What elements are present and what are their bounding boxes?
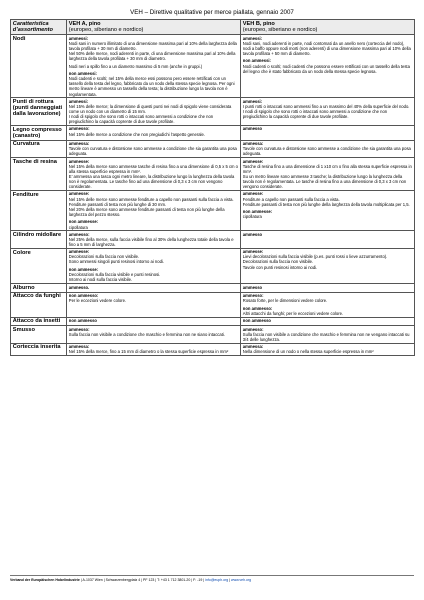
rule-label: non ammesso: bbox=[242, 305, 273, 311]
rule-text: cipollatura bbox=[242, 214, 262, 220]
rule-label: ammessa: bbox=[242, 141, 264, 147]
rule-label: ammessi: bbox=[242, 98, 263, 104]
rule-block bbox=[243, 327, 412, 342]
rule-label: non ammesso bbox=[68, 318, 97, 324]
footer-web-link[interactable]: www.veh.org bbox=[231, 578, 252, 582]
header-veh-b-title: VEH B, pino bbox=[242, 20, 275, 27]
veh-b-cell bbox=[241, 343, 415, 355]
veh-a-cell bbox=[67, 35, 241, 98]
veh-a-cell bbox=[67, 343, 241, 355]
rule-block bbox=[243, 159, 412, 190]
rule-label: ammesse: bbox=[242, 158, 264, 164]
rule-block bbox=[69, 344, 238, 354]
table-row bbox=[11, 35, 415, 98]
rule-label: ammesso bbox=[242, 126, 263, 132]
rule-label: non ammesse: bbox=[68, 267, 99, 273]
rule-label: non ammesso: bbox=[68, 293, 99, 299]
rule-block bbox=[243, 306, 412, 316]
veh-b-cell bbox=[241, 326, 415, 343]
rule-block bbox=[243, 126, 412, 131]
veh-a-cell bbox=[67, 231, 241, 248]
table-row bbox=[11, 326, 415, 343]
rule-label: ammessi: bbox=[68, 98, 89, 104]
table-header-row bbox=[11, 20, 415, 35]
feature-cell: Tasche di resina bbox=[11, 158, 67, 191]
feature-cell: Colore bbox=[11, 248, 67, 283]
feature-cell: Nodi bbox=[11, 35, 67, 98]
veh-a-cell bbox=[67, 283, 241, 292]
rule-block bbox=[69, 64, 238, 69]
rule-block bbox=[69, 191, 238, 216]
rule-block bbox=[69, 285, 238, 290]
rule-text: Nel 15% delle merce; la dimensione di questi punti nei nodi di spigolo viene considerata come un nodo con un diametro di 15 mm. I nodi di spigolo che sono rotti o intaccati sono ammessi a condizione che non pregiudichino la capacità coprente di due tavole profilate. bbox=[68, 103, 232, 125]
rule-block bbox=[69, 71, 238, 96]
footer-divider bbox=[10, 575, 414, 576]
rule-block bbox=[69, 232, 238, 247]
table-row bbox=[11, 158, 415, 191]
rule-text: Nel 15% della merce, fino a 15 mm di diametro o la stessa superficie espressa in mm² bbox=[68, 349, 229, 355]
veh-b-cell bbox=[241, 140, 415, 157]
rule-text: Nodi sani in numero illimitato di una dimensione massima pari al 10% della larghezza della tavola profilata + 30 mm di diametro. Nel 50% delle merce, nodi aderenti in parte, di una dimensione massima pari al 10% della larghezza della tavola profilata + 30 mm di diametro. bbox=[68, 40, 237, 61]
rule-block bbox=[69, 318, 238, 323]
rule-block bbox=[243, 191, 412, 206]
header-veh-a-subtitle: (europeo, siberiano e nordico) bbox=[68, 27, 144, 33]
quality-table bbox=[10, 19, 415, 356]
veh-a-cell bbox=[67, 190, 241, 230]
header-veh-a bbox=[67, 20, 241, 35]
rule-text: Nodi neri a spillo fino a un diametro massimo di 5 mm (anche in gruppi.) bbox=[68, 63, 203, 69]
rule-block bbox=[243, 285, 412, 290]
rule-text: Nella dimensione di un nodo o nella stessa superficie espressa in mm² bbox=[242, 349, 374, 355]
table-row bbox=[11, 248, 415, 283]
rule-block bbox=[243, 293, 412, 303]
rule-label: non ammessi: bbox=[68, 71, 97, 77]
veh-a-cell bbox=[67, 326, 241, 343]
footer-org: Verband der Europäischen Hobelindustrie bbox=[10, 578, 80, 582]
veh-a-cell bbox=[67, 140, 241, 157]
footer bbox=[10, 578, 414, 582]
rule-label: ammesso bbox=[242, 231, 263, 237]
rule-label: non ammesse: bbox=[242, 209, 273, 215]
rule-text: Decolorazioni sulla faccia visibile e punti resinosi. Intorno ai nodi sulla faccia visibile. bbox=[68, 272, 161, 283]
rule-text: Rosato forte, per le dimensioni vedere colore. bbox=[242, 298, 328, 304]
rule-text: I punti rotti o intaccati sono ammessi fino a un massimo del 40% della superficie del nodo. I nodi di spigolo che sono rotti o intaccati sono ammessi a condizione che non pregiudichino la capacità coprente di due tavole profilate. bbox=[242, 103, 410, 120]
rule-label: ammesse: bbox=[68, 158, 90, 164]
table-row bbox=[11, 190, 415, 230]
veh-a-cell bbox=[67, 292, 241, 317]
rule-label: ammesse: bbox=[68, 191, 90, 197]
veh-b-cell bbox=[241, 317, 415, 326]
rule-text: Nel 15% della merce sono ammesse tasche di resina fino a una dimensione di 0,5 x 5 cm o alla stessa superficie espressa in mm². E’ ammessa una tasca ogni metro lineare, la distribuzione lungo la lunghezza della tavola non è regolamentata. Le tasche fino ad una dimensione di 0,3 x 3 cm non vengono considerate. bbox=[68, 163, 239, 190]
veh-b-cell bbox=[241, 248, 415, 283]
feature-cell: Alburno bbox=[11, 283, 67, 292]
rule-block bbox=[69, 36, 238, 61]
table-row bbox=[11, 125, 415, 140]
rule-label: ammessi: bbox=[68, 35, 89, 41]
rule-label: non ammesse: bbox=[68, 219, 99, 225]
veh-b-cell bbox=[241, 125, 415, 140]
rule-block bbox=[69, 267, 238, 282]
rule-block bbox=[243, 249, 412, 269]
rule-block bbox=[243, 99, 412, 119]
veh-a-cell bbox=[67, 317, 241, 326]
rule-label: ammessa: bbox=[68, 141, 90, 147]
rule-text: Decolorazioni sulla faccia non visibile. Sono ammessi singoli punti resinosi intorno ai nodi. bbox=[68, 254, 164, 265]
rule-block bbox=[69, 249, 238, 264]
feature-cell: Attacco da funghi bbox=[11, 292, 67, 317]
header-veh-b bbox=[241, 20, 415, 35]
rule-label: ammesse: bbox=[68, 249, 90, 255]
rule-text: Tavole con curvatura e distorsione sono ammesse a condizione che sia garantita una posa adeguata. bbox=[242, 146, 411, 157]
veh-b-cell bbox=[241, 283, 415, 292]
feature-cell: Corteccia inserita bbox=[11, 343, 67, 355]
veh-b-cell bbox=[241, 158, 415, 191]
rule-text: Per le eccezioni vedere colore. bbox=[68, 298, 127, 304]
veh-b-cell bbox=[241, 231, 415, 248]
veh-b-cell bbox=[241, 292, 415, 317]
rule-block bbox=[69, 126, 238, 136]
veh-a-cell bbox=[67, 98, 241, 126]
table-row bbox=[11, 98, 415, 126]
rule-block bbox=[243, 232, 412, 237]
rule-text: Sulla faccia non visibile a condizione che maschio e femmina non ne siano intaccati. bbox=[68, 331, 225, 337]
rule-text: Nodi cadenti e scolti; nel 15% della merce essi possono pero essere rettificati con un tassello della testa del legno, fabbricato da un nodo della stessa specie legnosa. Per ogni metro lineare è ammesso un tassello della testa; la distribuzione lungo la tavola non è regolamentata. bbox=[68, 76, 235, 97]
rule-text: Nel 15% delle merce a condizione che non pregiudichi l’aspetto generale. bbox=[68, 131, 205, 137]
rule-text: Tasche di resina fino a una dimensione di 1 x10 cm o fino alla stessa superficie espressa in mm². Su un metro lineare sono ammesse 3 tasche; la distribuzione lungo la lunghezza della tavola non è regolamentata. Le tasche di resina fino a una dimensione di 0,3 x 3 cm non vengono considerate. bbox=[242, 163, 412, 190]
rule-block bbox=[69, 293, 238, 303]
rule-text: Nel 25% della merce, sulla faccia visibile fino al 30% della lunghezza totale della tavola e fino a 5 mm di larghezza. bbox=[68, 236, 234, 248]
table-body bbox=[11, 35, 415, 356]
rule-label: ammessa: bbox=[242, 344, 264, 350]
footer-details: | A-1037 Wien | Schwarzenbergplatz 4 | PF 123 | T: +43 1 712 3801-20 | F: -19 | bbox=[79, 578, 206, 582]
rule-label: non ammessi: bbox=[242, 58, 271, 64]
rule-block bbox=[243, 318, 412, 323]
veh-b-cell bbox=[241, 98, 415, 126]
footer-separator: | bbox=[228, 578, 232, 582]
table-row bbox=[11, 231, 415, 248]
rule-text: Sulla faccia non visibile a condizione che maschio e femmina non ne vengano intaccati su 3/4 delle lunghezza. bbox=[242, 331, 410, 342]
rule-label: ammesso bbox=[242, 284, 263, 290]
rule-label: ammesso: bbox=[242, 326, 264, 332]
rule-label: ammesso. bbox=[68, 284, 90, 290]
rule-label: ammesso: bbox=[68, 231, 90, 237]
rule-text: Nodi cadenti o scolti; nodi cadenti che possono essere rettificati con un tassello della testa del legno che è stato fabbricato da un nodo della stessa specie legnosa. bbox=[242, 63, 410, 74]
rule-text: Fenditure a capello non passanti sulla faccia a vista. Fenditure passanti di testa non più lunghe della larghezza della tavola moltiplicata per 1,5. bbox=[242, 196, 410, 207]
rule-block bbox=[243, 36, 412, 56]
feature-cell: Cilindro midollare bbox=[11, 231, 67, 248]
footer-email-link[interactable]: info@euph.org bbox=[205, 578, 229, 582]
rule-block bbox=[69, 99, 238, 124]
table-row bbox=[11, 343, 415, 355]
rule-text: Lievi decolorazioni sulla faccia visibile (p.es. punti rossi o lieve azzurramento). Decolorazioni sulla faccia non visibile. Tavole con punti resinosi intorno ai nodi. bbox=[242, 254, 388, 270]
rule-label: ammesso: bbox=[242, 293, 264, 299]
rule-block bbox=[69, 327, 238, 337]
veh-a-cell bbox=[67, 158, 241, 191]
feature-cell: Curvatura bbox=[11, 140, 67, 157]
rule-label: ammesse: bbox=[242, 191, 264, 197]
feature-cell: Smusso bbox=[11, 326, 67, 343]
rule-label: non ammesso bbox=[242, 318, 271, 324]
veh-b-cell bbox=[241, 190, 415, 230]
rule-label: ammesse: bbox=[242, 249, 264, 255]
feature-cell: Legno compresso (canastro) bbox=[11, 125, 67, 140]
feature-cell: Attacco da insetti bbox=[11, 317, 67, 326]
veh-b-cell bbox=[241, 35, 415, 98]
header-veh-a-title: VEH A, pino bbox=[68, 20, 101, 27]
rule-text: Nodi sani, nodi aderenti in parte, nodi contornati da un anello nero (corteccia del nodo), nodi a baffo oppure nodi morti (non aderenti) di una dimensione massima pari al 10% della tavola profilata + 50 mm di diametro. bbox=[242, 40, 411, 56]
feature-cell: Fenditure bbox=[11, 190, 67, 230]
feature-cell: Punti di rottura (punti danneggiati dalla lavorazione) bbox=[11, 98, 67, 126]
table-row bbox=[11, 140, 415, 157]
rule-label: ammessi: bbox=[242, 35, 263, 41]
rule-label: ammesso: bbox=[68, 326, 90, 332]
rule-block bbox=[243, 209, 412, 219]
rule-label: ammessa: bbox=[68, 344, 90, 350]
rule-text: Tavole con curvatura e distorsione sono ammesse a condizione che sia garantita una posa adeguata. bbox=[68, 146, 237, 157]
rule-text: Nel 15% delle merce sono ammesse fenditure a capello non passanti sulla faccia a vista. Fenditure passanti di testa non più lunghe di 30 mm. Nel 20% della merce sono ammesse fenditure passanti di testa non più lunghe della larghezza del pezzo stesso. bbox=[68, 196, 234, 217]
rule-block bbox=[243, 58, 412, 73]
veh-a-cell bbox=[67, 125, 241, 140]
table-row bbox=[11, 317, 415, 326]
page-title: VEH – Direttive qualitative per merce piallata, gennaio 2007 bbox=[130, 9, 294, 16]
rule-text: cipollatura bbox=[68, 224, 88, 230]
rule-block bbox=[69, 141, 238, 156]
rule-block bbox=[243, 344, 412, 354]
header-feature: Caratteristica d’assortimento bbox=[11, 20, 67, 35]
rule-label: ammesso: bbox=[68, 126, 90, 132]
rule-block bbox=[243, 141, 412, 156]
rule-text: Altri attacchi da funghi; per le eccezioni vedere colore. bbox=[242, 310, 344, 316]
table-row bbox=[11, 292, 415, 317]
header-veh-b-subtitle: (europeo, siberiano e nordico) bbox=[242, 27, 318, 33]
veh-a-cell bbox=[67, 248, 241, 283]
rule-block bbox=[69, 219, 238, 229]
table-row bbox=[11, 283, 415, 292]
rule-block bbox=[69, 159, 238, 190]
